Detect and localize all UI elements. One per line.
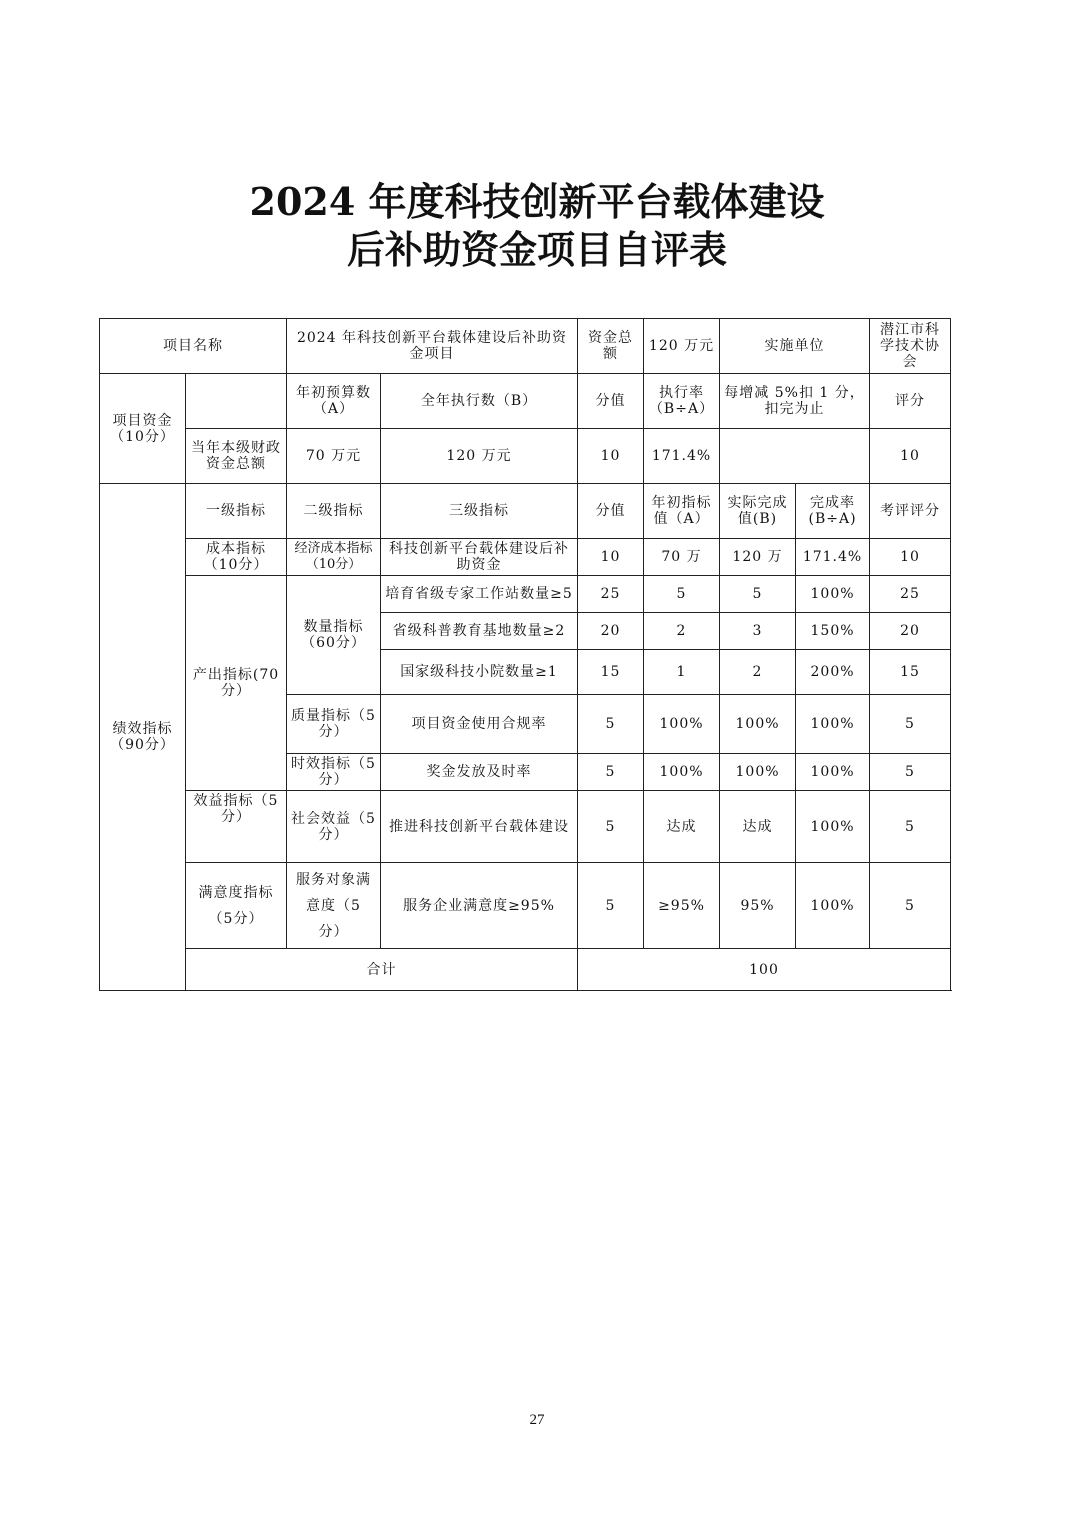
benefit-target: 达成 <box>644 791 720 863</box>
table-row <box>100 863 951 949</box>
quantity-l3: 省级科普教育基地数量≥2 <box>381 613 578 650</box>
quality-l2: 质量指标（5分） <box>287 695 381 754</box>
quantity-completion: 150% <box>796 613 870 650</box>
satisfaction-actual: 95% <box>720 863 796 949</box>
cost-eval: 10 <box>870 539 951 576</box>
funds-row-label: 当年本级财政资金总额 <box>186 429 287 484</box>
cost-l2: 经济成本指标（10分） <box>287 539 381 576</box>
quantity-l3: 培育省级专家工作站数量≥5 <box>381 576 578 613</box>
quantity-target: 1 <box>644 650 720 695</box>
table-row <box>100 319 951 374</box>
perf-section-label: 绩效指标（90分） <box>100 484 186 991</box>
fund-total: 120 万元 <box>644 319 720 374</box>
quality-target: 100% <box>644 695 720 754</box>
table-row <box>100 539 951 576</box>
quantity-eval: 20 <box>870 613 951 650</box>
quantity-score: 25 <box>578 576 644 613</box>
timeliness-completion: 100% <box>796 754 870 791</box>
score-label: 分值 <box>578 374 644 429</box>
actual-header: 实际完成 值(B) <box>720 484 796 539</box>
quantity-target: 2 <box>644 613 720 650</box>
budget-value: 70 万元 <box>287 429 381 484</box>
title-line-2: 后补助资金项目自评表 <box>346 227 727 272</box>
quantity-actual: 3 <box>720 613 796 650</box>
benefit-l2: 社会效益（5分） <box>287 791 381 863</box>
timeliness-score: 5 <box>578 754 644 791</box>
executed-value: 120 万元 <box>381 429 578 484</box>
quality-actual: 100% <box>720 695 796 754</box>
output-l1: 产出指标(70 分） <box>186 576 287 791</box>
quality-l3: 项目资金使用合规率 <box>381 695 578 754</box>
table-row <box>100 374 951 429</box>
table-row <box>100 576 951 613</box>
score-header: 分值 <box>578 484 644 539</box>
benefit-l3: 推进科技创新平台载体建设 <box>381 791 578 863</box>
eval-header: 考评评分 <box>870 484 951 539</box>
timeliness-eval: 5 <box>870 754 951 791</box>
benefit-completion: 100% <box>796 791 870 863</box>
title-line-1: 2024 年度科技创新平台载体建设 <box>249 179 825 224</box>
completion-header: 完成率(B÷A) <box>796 484 870 539</box>
impl-unit-label: 实施单位 <box>720 319 870 374</box>
quality-score: 5 <box>578 695 644 754</box>
satisfaction-target: ≥95% <box>644 863 720 949</box>
benefit-score: 5 <box>578 791 644 863</box>
total-label: 合计 <box>186 949 578 991</box>
table-row <box>100 791 951 863</box>
level1-header: 一级指标 <box>186 484 287 539</box>
impl-unit: 潜江市科学技术协会 <box>870 319 951 374</box>
project-name: 2024 年科技创新平台载体建设后补助资金项目 <box>287 319 578 374</box>
quantity-score: 15 <box>578 650 644 695</box>
page-number: 27 <box>529 1412 545 1428</box>
quantity-actual: 2 <box>720 650 796 695</box>
executed-label: 全年执行数（B） <box>381 374 578 429</box>
quantity-actual: 5 <box>720 576 796 613</box>
table-row <box>100 949 951 991</box>
cost-target: 70 万 <box>644 539 720 576</box>
cost-l3: 科技创新平台载体建设后补助资金 <box>381 539 578 576</box>
quantity-eval: 25 <box>870 576 951 613</box>
total-value: 100 <box>578 949 951 991</box>
quantity-target: 5 <box>644 576 720 613</box>
level3-header: 三级指标 <box>381 484 578 539</box>
project-name-label: 项目名称 <box>100 319 287 374</box>
level2-header: 二级指标 <box>287 484 381 539</box>
timeliness-l2: 时效指标（5分） <box>287 754 381 791</box>
cost-completion: 171.4% <box>796 539 870 576</box>
target-header: 年初指标值（A） <box>644 484 720 539</box>
quality-eval: 5 <box>870 695 951 754</box>
rate-label: 执行率（B÷A） <box>644 374 720 429</box>
quantity-completion: 200% <box>796 650 870 695</box>
funds-section-label: 项目资金（10分） <box>100 374 186 484</box>
cost-l1: 成本指标（10分） <box>186 539 287 576</box>
timeliness-actual: 100% <box>720 754 796 791</box>
table-row <box>100 429 951 484</box>
quantity-l3: 国家级科技小院数量≥1 <box>381 650 578 695</box>
timeliness-l3: 奖金发放及时率 <box>381 754 578 791</box>
rule-label: 每增减 5%扣 1 分，扣完为止 <box>720 374 870 429</box>
eval-label: 评分 <box>870 374 951 429</box>
satisfaction-l1: 满意度指标（5分） <box>186 863 287 949</box>
satisfaction-score: 5 <box>578 863 644 949</box>
budget-label: 年初预算数（A） <box>287 374 381 429</box>
fund-total-label: 资金总额 <box>578 319 644 374</box>
quantity-completion: 100% <box>796 576 870 613</box>
benefit-l1: 效益指标（5分） <box>186 791 287 863</box>
table-row <box>100 484 951 539</box>
satisfaction-completion: 100% <box>796 863 870 949</box>
empty-cell <box>186 374 287 429</box>
quantity-score: 20 <box>578 613 644 650</box>
benefit-eval: 5 <box>870 791 951 863</box>
satisfaction-l2: 服务对象满意度（5分） <box>287 863 381 949</box>
rate-value: 171.4% <box>644 429 720 484</box>
quality-completion: 100% <box>796 695 870 754</box>
cost-actual: 120 万 <box>720 539 796 576</box>
empty-cell <box>720 429 870 484</box>
benefit-actual: 达成 <box>720 791 796 863</box>
satisfaction-l3: 服务企业满意度≥95% <box>381 863 578 949</box>
cost-score: 10 <box>578 539 644 576</box>
self-evaluation-table <box>99 318 951 991</box>
eval-value: 10 <box>870 429 951 484</box>
timeliness-target: 100% <box>644 754 720 791</box>
score-value: 10 <box>578 429 644 484</box>
satisfaction-eval: 5 <box>870 863 951 949</box>
quantity-l2: 数量指标（60分） <box>287 576 381 695</box>
quantity-eval: 15 <box>870 650 951 695</box>
